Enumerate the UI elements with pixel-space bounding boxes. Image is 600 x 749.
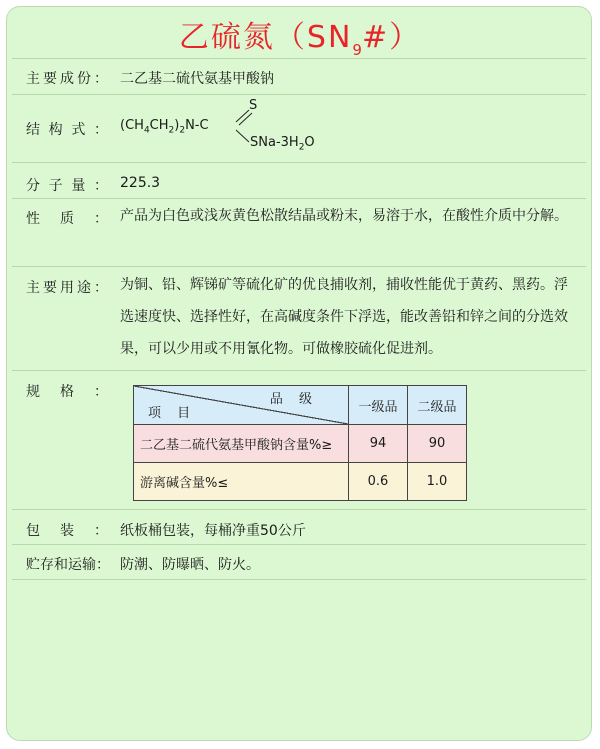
page-frame bbox=[6, 6, 592, 741]
divider bbox=[12, 509, 586, 510]
spec-label: 规格： bbox=[26, 384, 108, 400]
component-label: 主要成份： bbox=[26, 71, 108, 87]
header-col1: 一级品 bbox=[349, 386, 408, 425]
row-value-grade1: 94 bbox=[349, 425, 408, 463]
usage-value: 为铜、铅、辉锑矿等硫化矿的优良捕收剂，捕收性能优于黄药、黑药。浮选速度快、选择性好，在高碱度条件下浮选，能改善铅和锌之间的分选效果，可以少用或不用氰化物。可做橡胶硫化促进剂。 bbox=[120, 277, 568, 357]
divider bbox=[12, 162, 586, 163]
storage-label: 贮存和运输： bbox=[26, 557, 110, 573]
structure-label: 结构式： bbox=[26, 122, 108, 138]
header-grade: 品 级 bbox=[269, 392, 318, 407]
spec-table-header bbox=[134, 386, 467, 425]
row-value-grade1: 0.6 bbox=[349, 463, 408, 501]
divider bbox=[12, 544, 586, 545]
structure-formula: $(CH_4CH_2)_2N-C$ bbox=[120, 118, 209, 136]
spec-table-corner bbox=[134, 386, 348, 424]
row-value-grade2: 90 bbox=[408, 425, 467, 463]
storage-value: 防潮、防曝晒、防火。 bbox=[120, 557, 260, 573]
divider bbox=[12, 94, 586, 95]
molecular-weight-label: 分子量： bbox=[26, 178, 108, 194]
table-row bbox=[134, 425, 467, 463]
property-label: 性质： bbox=[26, 211, 108, 227]
spec-table bbox=[133, 385, 467, 501]
package-label: 包装： bbox=[26, 523, 108, 539]
divider bbox=[12, 58, 586, 59]
molecular-weight-value: 225.3 bbox=[120, 175, 161, 191]
structure-sna-group: SNa-$3H_2O$ bbox=[250, 135, 315, 153]
table-row bbox=[134, 463, 467, 501]
header-item: 项 目 bbox=[148, 406, 197, 421]
row-name: 二乙基二硫代氨基甲酸钠含量%≥ bbox=[134, 425, 349, 463]
component-value: 二乙基二硫代氨基甲酸钠 bbox=[120, 71, 274, 87]
structure-sulfur-atom: S bbox=[249, 98, 258, 113]
usage-label: 主要用途： bbox=[26, 280, 108, 296]
divider bbox=[12, 370, 586, 371]
divider bbox=[12, 198, 586, 199]
divider bbox=[12, 266, 586, 267]
divider bbox=[12, 579, 586, 580]
header-col2: 二级品 bbox=[408, 386, 467, 425]
row-name: 游离碱含量%≤ bbox=[134, 463, 349, 501]
page-title: 乙硫氮$(SN_9\#)$ bbox=[178, 20, 422, 59]
property-value: 产品为白色或浅灰黄色松散结晶或粉末，易溶于水，在酸性介质中分解。 bbox=[120, 208, 568, 224]
row-value-grade2: 1.0 bbox=[408, 463, 467, 501]
package-value: 纸板桶包装，每桶净重50公斤 bbox=[120, 523, 306, 539]
